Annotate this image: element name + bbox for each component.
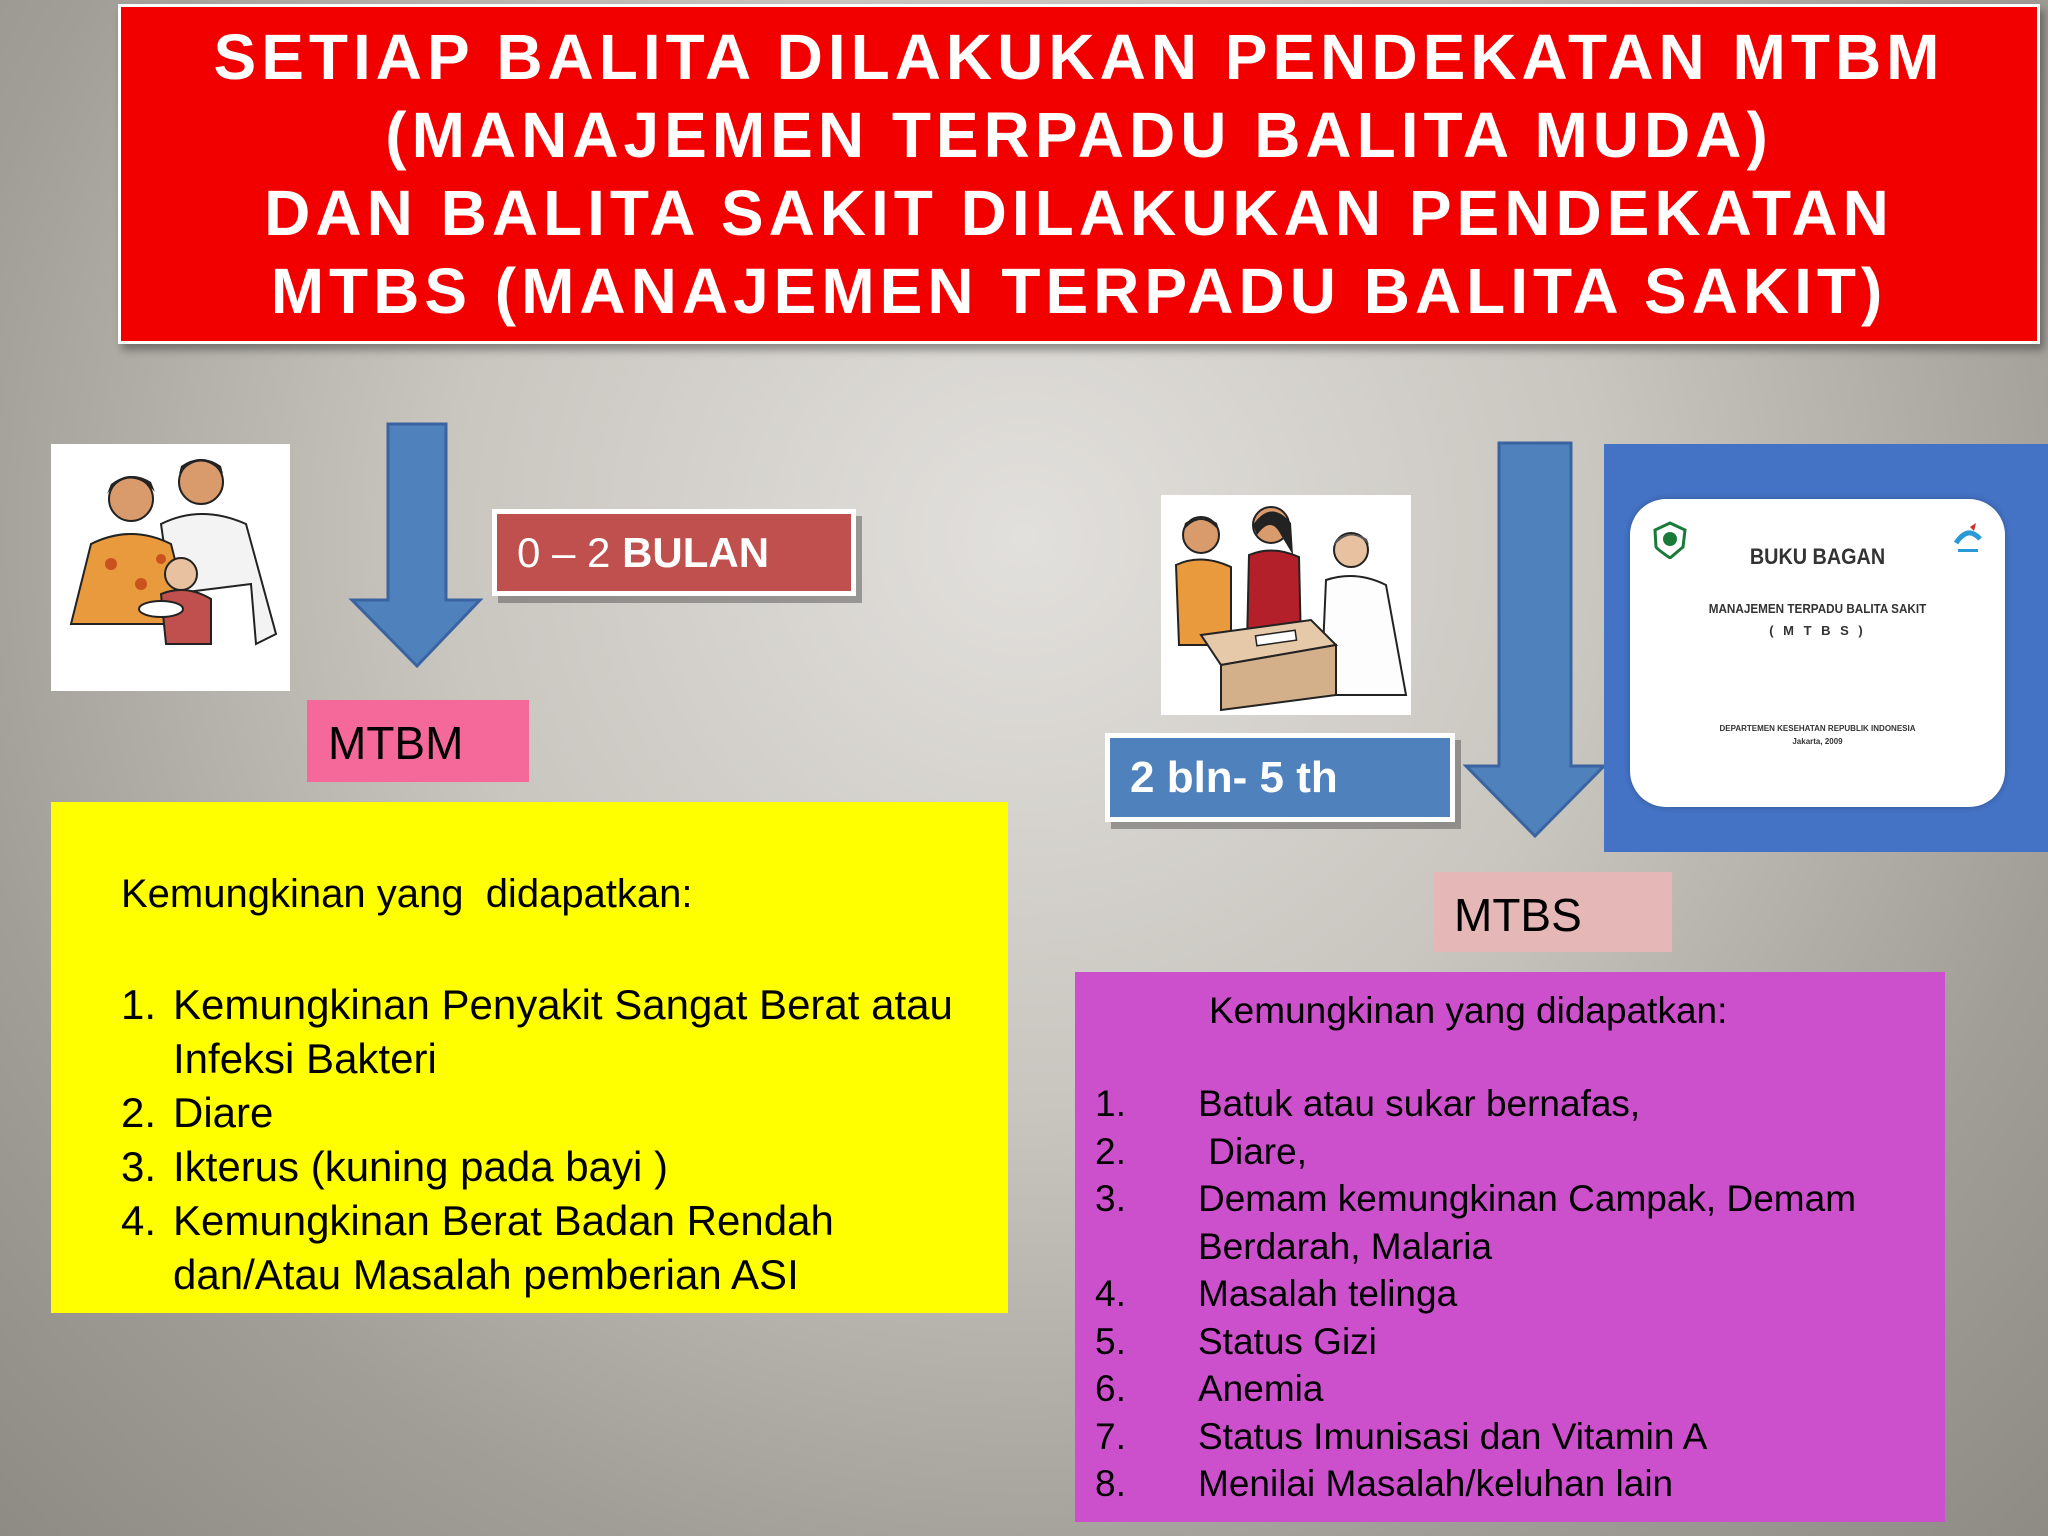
list-text: Diare — [173, 1089, 274, 1136]
list-text: Demam kemungkinan Campak, Demam Berdarah, Malaria — [1198, 1178, 1857, 1267]
list-text: Kemungkinan Penyakit Sangat Berat atau Infeksi Bakteri — [173, 981, 953, 1082]
list-item — [121, 978, 991, 1086]
book-cover-card — [1630, 499, 2005, 807]
book-cover-image — [1604, 444, 2048, 852]
title-line: SETIAP BALITA DILAKUKAN PENDEKATAN MTBM — [213, 21, 1945, 93]
mtbs-findings-box — [1075, 972, 1945, 1522]
list-number: 2. — [1095, 1130, 1126, 1172]
title-line: MTBS (MANAJEMEN TERPADU BALITA SAKIT) — [270, 255, 1888, 327]
mtbs-findings-heading: Kemungkinan yang didapatkan: — [1209, 990, 1728, 1031]
list-text: Diare, — [1198, 1130, 1307, 1172]
age-range-badge-right: 2 bln- 5 th — [1105, 733, 1455, 822]
list-number: 2. — [121, 1089, 157, 1136]
list-text: Status Imunisasi dan Vitamin A — [1198, 1415, 1708, 1457]
list-number: 8. — [1095, 1463, 1126, 1504]
title-line: (MANAJEMEN TERPADU BALITA MUDA) — [385, 99, 1773, 171]
arrow-down-icon — [348, 422, 484, 670]
list-number: 5. — [1095, 1320, 1126, 1362]
list-number: 3. — [121, 1143, 157, 1190]
age-range-badge-left — [492, 509, 856, 596]
family-feeding-illustration — [51, 444, 290, 691]
book-place-year: Jakarta, 2009 — [1792, 737, 1843, 746]
mtbs-label: MTBS — [1434, 872, 1672, 952]
list-item — [121, 1086, 991, 1140]
age-range-unit: BULAN — [622, 529, 770, 576]
list-item — [121, 1194, 991, 1302]
age-range-prefix: 0 – 2 — [517, 529, 623, 576]
list-item — [1095, 1270, 1935, 1318]
list-item — [1095, 1318, 1935, 1366]
book-subtitle: MANAJEMEN TERPADU BALITA SAKIT — [1708, 601, 1927, 616]
list-text: Menilai Masalah/keluhan lain — [1198, 1463, 1674, 1504]
list-number: 1. — [1095, 1083, 1126, 1124]
list-number: 4. — [1095, 1273, 1126, 1314]
list-number: 4. — [121, 1197, 157, 1244]
title-line: DAN BALITA SAKIT DILAKUKAN PENDEKATAN — [264, 177, 1894, 249]
list-number: 7. — [1095, 1415, 1126, 1457]
list-text: Batuk atau sukar bernafas, — [1198, 1083, 1641, 1124]
mtbm-findings-box — [51, 802, 1008, 1313]
clinic-consultation-illustration — [1161, 495, 1411, 715]
mtbm-findings-list — [121, 978, 991, 1302]
list-item — [1095, 1080, 1935, 1128]
mtbm-label: MTBM — [307, 700, 529, 782]
arrow-down-icon — [1463, 440, 1607, 840]
list-item — [1095, 1460, 1935, 1508]
list-text: Kemungkinan Berat Badan Rendah dan/Atau Masalah pemberian ASI — [173, 1197, 834, 1298]
mtbs-findings-list — [1095, 1080, 1935, 1508]
list-text: Ikterus (kuning pada bayi ) — [173, 1143, 668, 1190]
list-item — [1095, 1413, 1935, 1461]
list-item — [1095, 1128, 1935, 1176]
book-title: BUKU BAGAN — [1749, 544, 1886, 569]
list-item — [1095, 1175, 1935, 1270]
list-number: 1. — [121, 981, 157, 1028]
list-item — [1095, 1365, 1935, 1413]
mtbm-findings-heading: Kemungkinan yang didapatkan: — [121, 872, 693, 916]
list-number: 3. — [1095, 1178, 1126, 1219]
book-publisher: DEPARTEMEN KESEHATAN REPUBLIK INDONESIA — [1719, 724, 1916, 733]
title-banner — [118, 4, 2040, 344]
list-number: 6. — [1095, 1368, 1126, 1409]
list-text: Anemia — [1198, 1368, 1324, 1409]
list-text: Status Gizi — [1198, 1320, 1377, 1362]
list-text: Masalah telinga — [1198, 1273, 1458, 1314]
book-abbreviation: ( M T B S ) — [1769, 623, 1866, 638]
list-item — [121, 1140, 991, 1194]
